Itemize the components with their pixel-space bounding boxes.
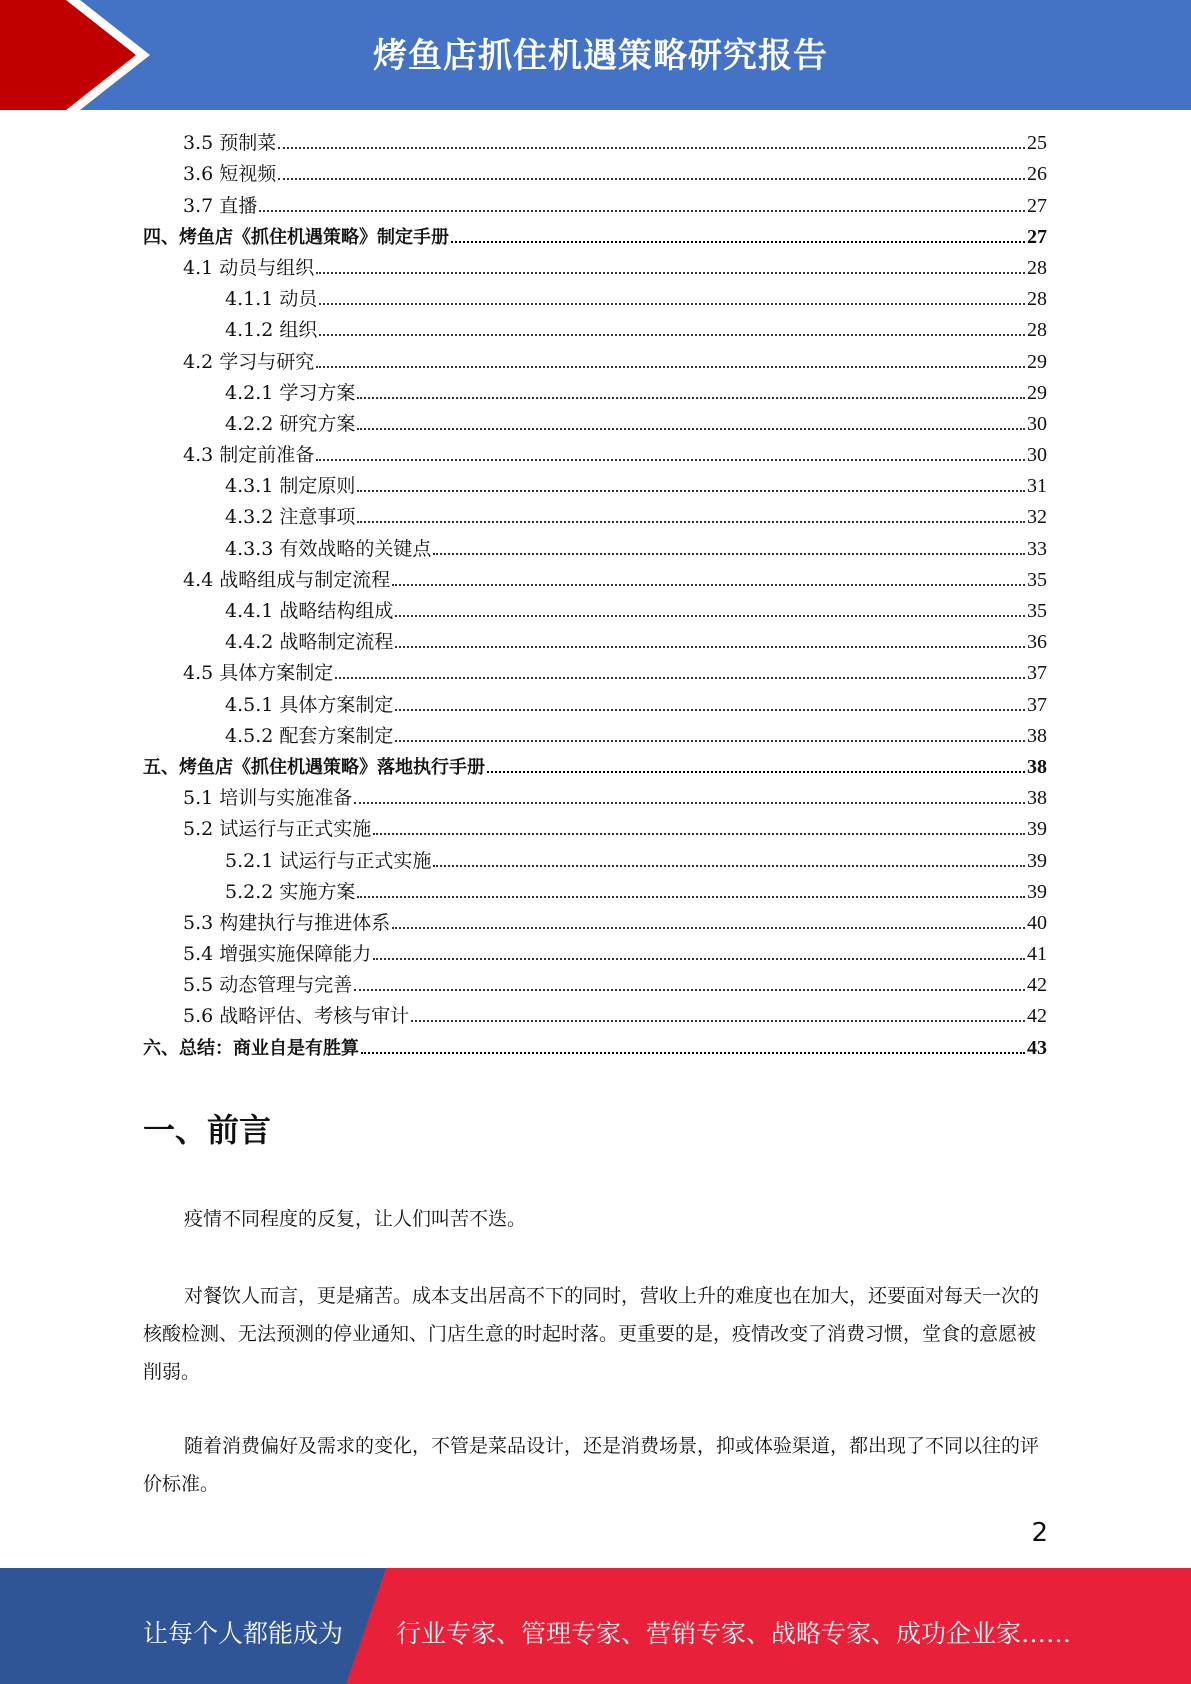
toc-entry-label: 4.3.1 制定原则 bbox=[225, 475, 356, 498]
toc-entry-page: 37 bbox=[1027, 693, 1047, 716]
toc-entry-label: 5.1 培训与实施准备 bbox=[183, 787, 353, 810]
toc-entry[interactable] bbox=[143, 1032, 1047, 1063]
toc-dot-leader bbox=[354, 802, 1025, 804]
toc-entry-label: 3.6 短视频 bbox=[183, 163, 277, 186]
toc-entry-page: 32 bbox=[1027, 506, 1047, 529]
toc-dot-leader bbox=[316, 272, 1025, 274]
toc-entry-page: 39 bbox=[1027, 880, 1047, 903]
toc-entry[interactable] bbox=[143, 814, 1047, 845]
toc-entry-page: 26 bbox=[1027, 163, 1047, 186]
toc-dot-leader bbox=[392, 927, 1025, 929]
toc-entry[interactable] bbox=[143, 315, 1047, 346]
toc-entry-label: 五、烤鱼店《抓住机遇策略》落地执行手册 bbox=[143, 756, 485, 778]
toc-entry-page: 29 bbox=[1027, 381, 1047, 404]
toc-entry-page: 33 bbox=[1027, 537, 1047, 560]
toc-entry[interactable] bbox=[143, 970, 1047, 1001]
toc-dot-leader bbox=[259, 210, 1025, 212]
paragraph: 随着消费偏好及需求的变化，不管是菜品设计，还是消费场景，抑或体验渠道，都出现了不同以往的评价标准。 bbox=[143, 1435, 1040, 1495]
document-title: 烤鱼店抓住机遇策略研究报告 bbox=[373, 36, 828, 76]
toc-entry[interactable] bbox=[143, 378, 1047, 409]
toc-entry-page: 28 bbox=[1027, 256, 1047, 279]
toc-entry-label: 5.5 动态管理与完善 bbox=[183, 974, 353, 997]
toc-entry[interactable] bbox=[143, 877, 1047, 908]
toc-entry-page: 27 bbox=[1027, 225, 1047, 248]
toc-entry-label: 5.6 战略评估、考核与审计 bbox=[183, 1005, 410, 1028]
toc-entry-label: 4.1.1 动员 bbox=[225, 288, 318, 311]
toc-dot-leader bbox=[373, 833, 1025, 835]
toc-entry-label: 4.4.2 战略制定流程 bbox=[225, 631, 394, 654]
toc-dot-leader bbox=[278, 178, 1025, 180]
toc-entry-label: 四、烤鱼店《抓住机遇策略》制定手册 bbox=[143, 226, 449, 248]
toc-dot-leader bbox=[395, 615, 1025, 617]
toc-entry-page: 38 bbox=[1027, 724, 1047, 747]
toc-dot-leader bbox=[335, 677, 1025, 679]
toc-entry-label: 3.5 预制菜 bbox=[183, 132, 277, 155]
footer-slogan-right: 行业专家、管理专家、营销专家、战略专家、成功企业家…… bbox=[396, 1619, 1072, 1648]
header-banner bbox=[0, 0, 1191, 110]
toc-entry-label: 4.5 具体方案制定 bbox=[183, 662, 334, 685]
toc-entry[interactable] bbox=[143, 783, 1047, 814]
toc-entry-label: 4.3 制定前准备 bbox=[183, 444, 315, 467]
toc-entry[interactable] bbox=[143, 752, 1047, 783]
toc-entry-page: 28 bbox=[1027, 288, 1047, 311]
toc-dot-leader bbox=[357, 490, 1025, 492]
toc-dot-leader bbox=[395, 740, 1025, 742]
toc-entry[interactable] bbox=[143, 346, 1047, 377]
toc-entry-label: 4.3.3 有效战略的关键点 bbox=[225, 537, 432, 560]
toc-entry[interactable] bbox=[143, 502, 1047, 533]
page-number: 2 bbox=[1031, 1518, 1048, 1548]
toc-entry[interactable] bbox=[143, 627, 1047, 658]
toc-entry[interactable] bbox=[143, 689, 1047, 720]
toc-entry[interactable] bbox=[143, 253, 1047, 284]
table-of-contents bbox=[143, 128, 1047, 1064]
toc-dot-leader bbox=[433, 865, 1025, 867]
toc-entry-page: 40 bbox=[1027, 911, 1047, 934]
toc-dot-leader bbox=[316, 459, 1025, 461]
toc-entry-page: 39 bbox=[1027, 818, 1047, 841]
toc-entry-page: 30 bbox=[1027, 444, 1047, 467]
toc-entry-page: 38 bbox=[1027, 755, 1047, 778]
toc-entry-page: 43 bbox=[1027, 1036, 1047, 1059]
toc-entry[interactable] bbox=[143, 721, 1047, 752]
toc-entry-label: 4.4 战略组成与制定流程 bbox=[183, 568, 391, 591]
toc-entry[interactable] bbox=[143, 939, 1047, 970]
toc-entry-label: 5.3 构建执行与推进体系 bbox=[183, 911, 391, 934]
toc-dot-leader bbox=[319, 303, 1025, 305]
toc-entry[interactable] bbox=[143, 409, 1047, 440]
toc-entry-page: 42 bbox=[1027, 1005, 1047, 1028]
toc-dot-leader bbox=[373, 958, 1025, 960]
toc-entry[interactable] bbox=[143, 1001, 1047, 1032]
paragraph: 对餐饮人而言，更是痛苦。成本支出居高不下的同时，营收上升的难度也在加大，还要面对每天一次的核酸检测、无法预测的停业通知、门店生意的时起时落。更重要的是，疫情改变了消费习惯，堂食的意愿被削弱。 bbox=[143, 1285, 1040, 1383]
toc-entry-label: 4.1 动员与组织 bbox=[183, 256, 315, 279]
toc-dot-leader bbox=[316, 366, 1025, 368]
toc-entry-label: 5.2.2 实施方案 bbox=[225, 880, 356, 903]
section-heading: 一、前言 bbox=[143, 1111, 272, 1149]
toc-entry-page: 31 bbox=[1027, 475, 1047, 498]
toc-entry[interactable] bbox=[143, 222, 1047, 253]
toc-dot-leader bbox=[278, 147, 1025, 149]
toc-entry-page: 42 bbox=[1027, 974, 1047, 997]
footer-banner bbox=[0, 1568, 1191, 1684]
toc-entry[interactable] bbox=[143, 565, 1047, 596]
toc-entry-page: 38 bbox=[1027, 787, 1047, 810]
toc-entry-label: 5.2.1 试运行与正式实施 bbox=[225, 849, 432, 872]
toc-entry-label: 4.3.2 注意事项 bbox=[225, 506, 356, 529]
toc-entry[interactable] bbox=[143, 471, 1047, 502]
toc-entry-label: 3.7 直播 bbox=[183, 194, 258, 217]
toc-entry[interactable] bbox=[143, 908, 1047, 939]
toc-entry-label: 4.4.1 战略结构组成 bbox=[225, 600, 394, 622]
toc-dot-leader bbox=[395, 709, 1025, 711]
toc-entry-page: 30 bbox=[1027, 412, 1047, 435]
toc-entry-label: 4.2 学习与研究 bbox=[183, 350, 315, 373]
toc-dot-leader bbox=[319, 334, 1025, 336]
toc-entry-page: 29 bbox=[1027, 350, 1047, 373]
toc-dot-leader bbox=[392, 584, 1025, 586]
toc-entry[interactable] bbox=[143, 533, 1047, 564]
toc-entry-label: 六、总结：商业自是有胜算 bbox=[143, 1037, 359, 1059]
toc-dot-leader bbox=[433, 553, 1025, 555]
toc-entry-page: 35 bbox=[1027, 600, 1047, 622]
toc-dot-leader bbox=[357, 428, 1025, 430]
toc-entry-page: 27 bbox=[1027, 194, 1047, 217]
toc-dot-leader bbox=[357, 896, 1025, 898]
toc-entry-label: 4.2.2 研究方案 bbox=[225, 412, 356, 435]
toc-entry[interactable] bbox=[143, 190, 1047, 221]
toc-entry-label: 4.5.2 配套方案制定 bbox=[225, 724, 394, 747]
toc-entry[interactable] bbox=[143, 159, 1047, 190]
toc-entry[interactable] bbox=[143, 128, 1047, 159]
toc-entry-page: 25 bbox=[1027, 132, 1047, 155]
toc-entry[interactable] bbox=[143, 658, 1047, 689]
footer-slogan-left: 让每个人都能成为 bbox=[143, 1619, 344, 1648]
toc-entry-page: 35 bbox=[1027, 568, 1047, 591]
toc-entry-page: 28 bbox=[1027, 319, 1047, 342]
toc-dot-leader bbox=[451, 241, 1025, 243]
toc-dot-leader bbox=[361, 1052, 1025, 1054]
toc-entry-label: 4.1.2 组织 bbox=[225, 319, 318, 342]
toc-entry-page: 41 bbox=[1027, 943, 1047, 966]
toc-entry[interactable] bbox=[143, 284, 1047, 315]
toc-entry-page: 37 bbox=[1027, 662, 1047, 685]
toc-entry-page: 36 bbox=[1027, 631, 1047, 654]
toc-entry[interactable] bbox=[143, 440, 1047, 471]
paragraph: 疫情不同程度的反复，让人们叫苦不迭。 bbox=[184, 1208, 527, 1230]
toc-dot-leader bbox=[354, 989, 1025, 991]
toc-entry-page: 39 bbox=[1027, 849, 1047, 872]
toc-entry-label: 5.2 试运行与正式实施 bbox=[183, 818, 372, 841]
toc-dot-leader bbox=[395, 646, 1025, 648]
toc-entry[interactable] bbox=[143, 845, 1047, 876]
toc-dot-leader bbox=[357, 397, 1025, 399]
toc-dot-leader bbox=[357, 521, 1025, 523]
toc-entry-label: 4.5.1 具体方案制定 bbox=[225, 693, 394, 716]
toc-entry-label: 4.2.1 学习方案 bbox=[225, 381, 356, 404]
toc-entry[interactable] bbox=[143, 596, 1047, 627]
toc-entry-label: 5.4 增强实施保障能力 bbox=[183, 943, 372, 966]
toc-dot-leader bbox=[411, 1020, 1025, 1022]
toc-dot-leader bbox=[487, 771, 1025, 773]
